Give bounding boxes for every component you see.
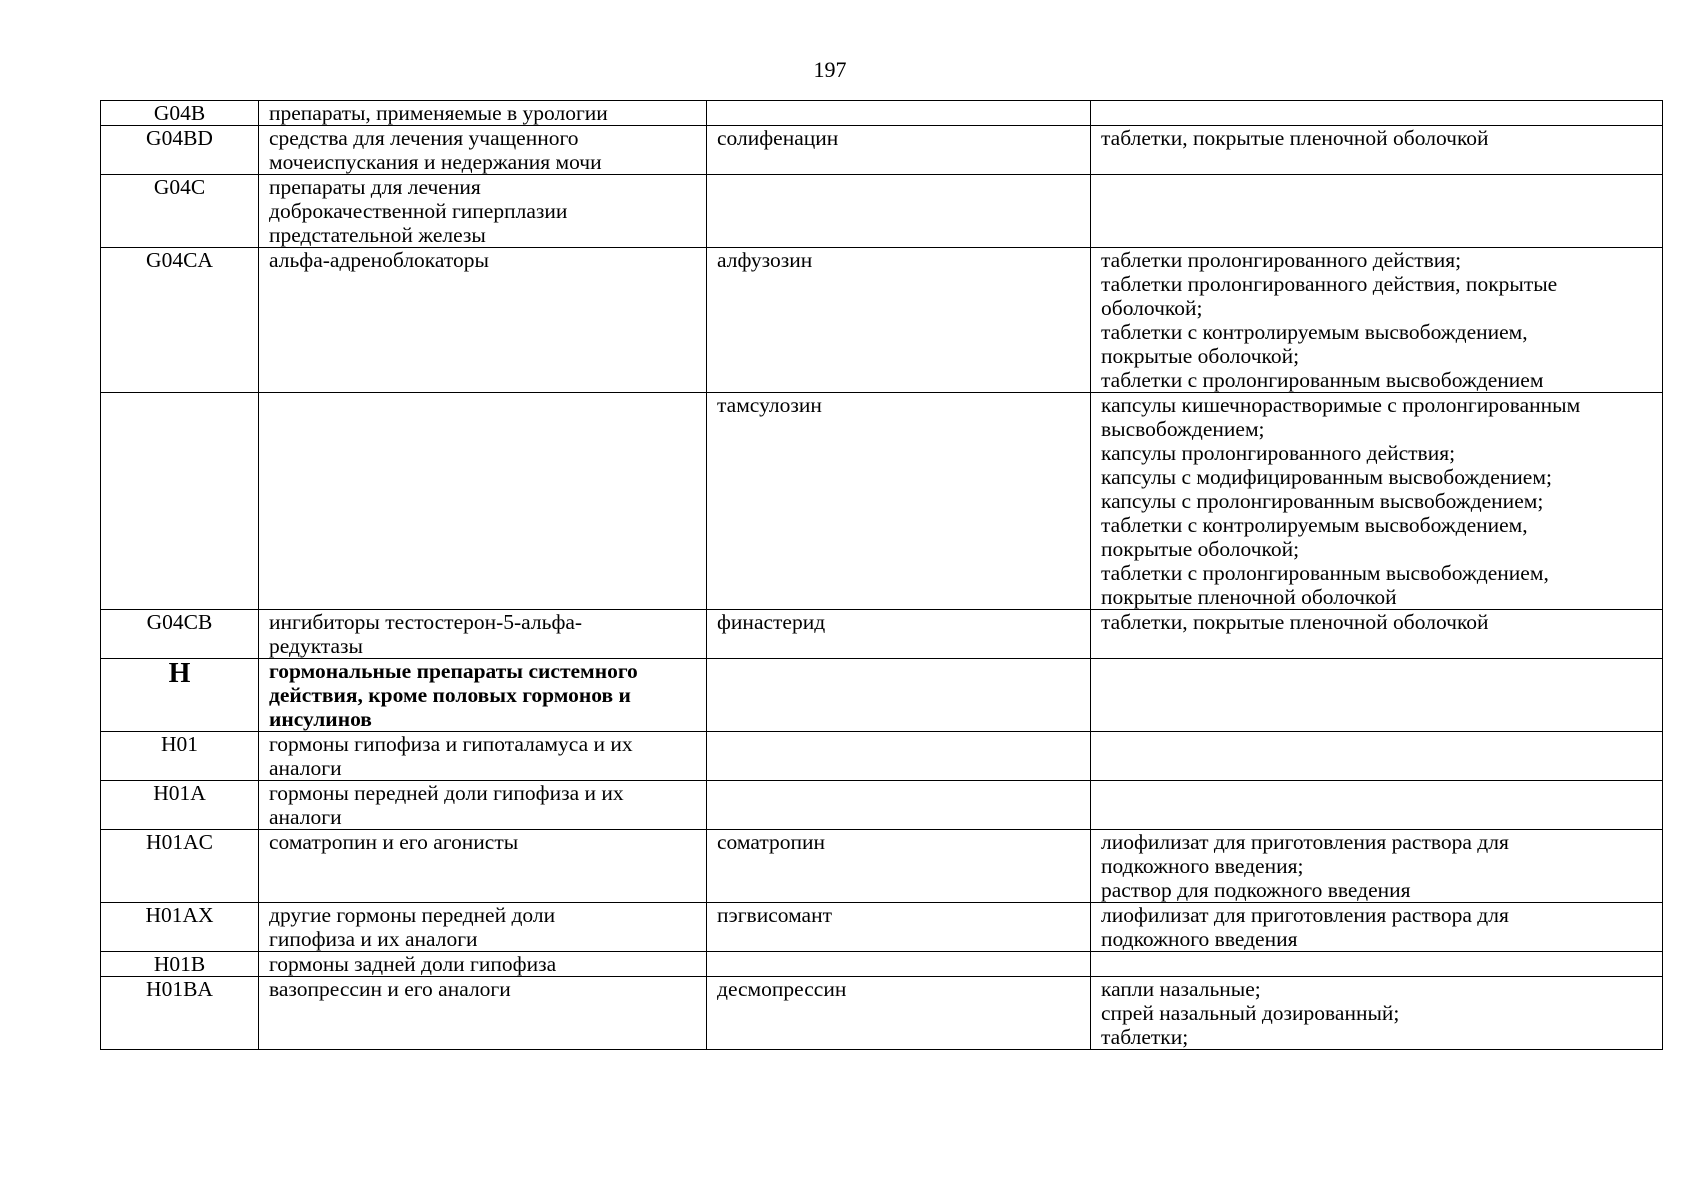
table-row — [101, 248, 1663, 393]
dosage-forms-cell — [1091, 126, 1663, 175]
anatomical-group-cell — [259, 903, 707, 952]
table-row — [101, 175, 1663, 248]
dosage-forms-cell-line: оболочкой; — [1101, 296, 1203, 320]
anatomical-group-cell — [259, 830, 707, 903]
drug-name-cell: солифенацин — [707, 126, 1091, 175]
anatomical-group-cell — [259, 659, 707, 732]
drug-name-cell: пэгвисомант — [707, 903, 1091, 952]
table-body — [101, 101, 1663, 1050]
anatomical-group-cell-line: редуктазы — [269, 634, 363, 658]
dosage-forms-cell-line: спрей назальный дозированный; — [1101, 1001, 1400, 1025]
table-row — [101, 830, 1663, 903]
dosage-forms-cell — [1091, 101, 1663, 126]
atc-code-cell: G04B — [101, 101, 259, 126]
anatomical-group-cell-line: гормоны передней доли гипофиза и их — [269, 781, 624, 805]
dosage-forms-cell-line: таблетки, покрытые пленочной оболочкой — [1101, 126, 1489, 150]
drug-name-cell — [707, 101, 1091, 126]
anatomical-group-cell — [259, 977, 707, 1050]
anatomical-group-cell — [259, 175, 707, 248]
anatomical-group-cell — [259, 248, 707, 393]
page-number: 197 — [813, 57, 847, 82]
drug-name-cell: тамсулозин — [707, 393, 1091, 610]
drug-name-cell — [707, 952, 1091, 977]
anatomical-group-cell-line: действия, кроме половых гормонов и — [269, 683, 631, 707]
drug-name-cell — [707, 175, 1091, 248]
dosage-forms-cell-line: подкожного введения; — [1101, 854, 1304, 878]
dosage-forms-cell-line: таблетки с контролируемым высвобождением, — [1101, 513, 1528, 537]
dosage-forms-cell-line: покрытые пленочной оболочкой — [1101, 585, 1397, 609]
dosage-forms-cell-line: лиофилизат для приготовления раствора для — [1101, 903, 1509, 927]
table-row — [101, 659, 1663, 732]
dosage-forms-cell — [1091, 175, 1663, 248]
dosage-forms-cell-line: капли назальные; — [1101, 977, 1261, 1001]
dosage-forms-cell-line: таблетки с пролонгированным высвобождением, — [1101, 561, 1549, 585]
dosage-forms-cell-line: капсулы пролонгированного действия; — [1101, 441, 1456, 465]
dosage-forms-cell — [1091, 393, 1663, 610]
anatomical-group-cell-line: гормональные препараты системного — [269, 659, 638, 683]
anatomical-group-cell — [259, 781, 707, 830]
anatomical-group-cell — [259, 610, 707, 659]
table-row — [101, 781, 1663, 830]
anatomical-group-cell-line: аналоги — [269, 805, 342, 829]
atc-code-cell: G04CB — [101, 610, 259, 659]
dosage-forms-cell-line: таблетки, покрытые пленочной оболочкой — [1101, 610, 1489, 634]
atc-code-cell: G04BD — [101, 126, 259, 175]
dosage-forms-cell-line: покрытые оболочкой; — [1101, 344, 1300, 368]
atc-code-cell — [101, 393, 259, 610]
dosage-forms-cell — [1091, 732, 1663, 781]
atc-code-cell: H01B — [101, 952, 259, 977]
dosage-forms-cell-line: покрытые оболочкой; — [1101, 537, 1300, 561]
dosage-forms-cell — [1091, 659, 1663, 732]
atc-code-cell: H — [101, 659, 259, 732]
table-row — [101, 903, 1663, 952]
anatomical-group-cell — [259, 952, 707, 977]
drug-name-cell: алфузозин — [707, 248, 1091, 393]
anatomical-group-cell — [259, 732, 707, 781]
atc-code-cell: H01BA — [101, 977, 259, 1050]
anatomical-group-cell-line: аналоги — [269, 756, 342, 780]
drug-name-cell: финастерид — [707, 610, 1091, 659]
anatomical-group-cell-line: мочеиспускания и недержания мочи — [269, 150, 602, 174]
anatomical-group-cell — [259, 393, 707, 610]
anatomical-group-cell-line: ингибиторы тестостерон-5-альфа- — [269, 610, 583, 634]
drug-table — [100, 100, 1663, 1050]
anatomical-group-cell-line: гормоны задней доли гипофиза — [269, 952, 557, 976]
atc-code-cell: H01AC — [101, 830, 259, 903]
anatomical-group-cell-line: препараты, применяемые в урологии — [269, 101, 608, 125]
dosage-forms-cell-line: капсулы с модифицированным высвобождением; — [1101, 465, 1552, 489]
dosage-forms-cell-line: таблетки пролонгированного действия, покрытые — [1101, 272, 1558, 296]
drug-name-cell — [707, 781, 1091, 830]
atc-code-cell: H01 — [101, 732, 259, 781]
dosage-forms-cell-line: таблетки с контролируемым высвобождением, — [1101, 320, 1528, 344]
dosage-forms-cell-line: подкожного введения — [1101, 927, 1298, 951]
dosage-forms-cell-line: лиофилизат для приготовления раствора для — [1101, 830, 1509, 854]
anatomical-group-cell-line: предстательной железы — [269, 223, 486, 247]
dosage-forms-cell-line: таблетки с пролонгированным высвобождением — [1101, 368, 1544, 392]
anatomical-group-cell-line: соматропин и его агонисты — [269, 830, 519, 854]
dosage-forms-cell-line: таблетки; — [1101, 1025, 1189, 1049]
dosage-forms-cell — [1091, 977, 1663, 1050]
drug-name-cell: соматропин — [707, 830, 1091, 903]
table-row — [101, 393, 1663, 610]
table-row — [101, 732, 1663, 781]
dosage-forms-cell-line: раствор для подкожного введения — [1101, 878, 1411, 902]
anatomical-group-cell-line: другие гормоны передней доли — [269, 903, 556, 927]
anatomical-group-cell — [259, 101, 707, 126]
dosage-forms-cell — [1091, 248, 1663, 393]
anatomical-group-cell-line: гипофиза и их аналоги — [269, 927, 478, 951]
atc-code-cell: G04C — [101, 175, 259, 248]
atc-code-cell: G04CA — [101, 248, 259, 393]
table-row — [101, 126, 1663, 175]
dosage-forms-cell-line: капсулы с пролонгированным высвобождением; — [1101, 489, 1544, 513]
dosage-forms-cell-line: высвобождением; — [1101, 417, 1265, 441]
anatomical-group-cell-line: гормоны гипофиза и гипоталамуса и их — [269, 732, 633, 756]
dosage-forms-cell — [1091, 830, 1663, 903]
table-row — [101, 101, 1663, 126]
dosage-forms-cell — [1091, 610, 1663, 659]
anatomical-group-cell-line: инсулинов — [269, 707, 372, 731]
dosage-forms-cell — [1091, 781, 1663, 830]
table-row — [101, 610, 1663, 659]
anatomical-group-cell-line: вазопрессин и его аналоги — [269, 977, 511, 1001]
table-row — [101, 977, 1663, 1050]
atc-code-cell: H01AX — [101, 903, 259, 952]
drug-name-cell — [707, 659, 1091, 732]
atc-code-cell: H01A — [101, 781, 259, 830]
dosage-forms-cell-line: капсулы кишечнорастворимые с пролонгированным — [1101, 393, 1581, 417]
dosage-forms-cell-line: таблетки пролонгированного действия; — [1101, 248, 1462, 272]
dosage-forms-cell — [1091, 952, 1663, 977]
anatomical-group-cell — [259, 126, 707, 175]
anatomical-group-cell-line: доброкачественной гиперплазии — [269, 199, 568, 223]
table-row — [101, 952, 1663, 977]
anatomical-group-cell-line: альфа-адреноблокаторы — [269, 248, 489, 272]
drug-name-cell — [707, 732, 1091, 781]
dosage-forms-cell — [1091, 903, 1663, 952]
anatomical-group-cell-line: препараты для лечения — [269, 175, 481, 199]
anatomical-group-cell-line: средства для лечения учащенного — [269, 126, 579, 150]
drug-name-cell: десмопрессин — [707, 977, 1091, 1050]
